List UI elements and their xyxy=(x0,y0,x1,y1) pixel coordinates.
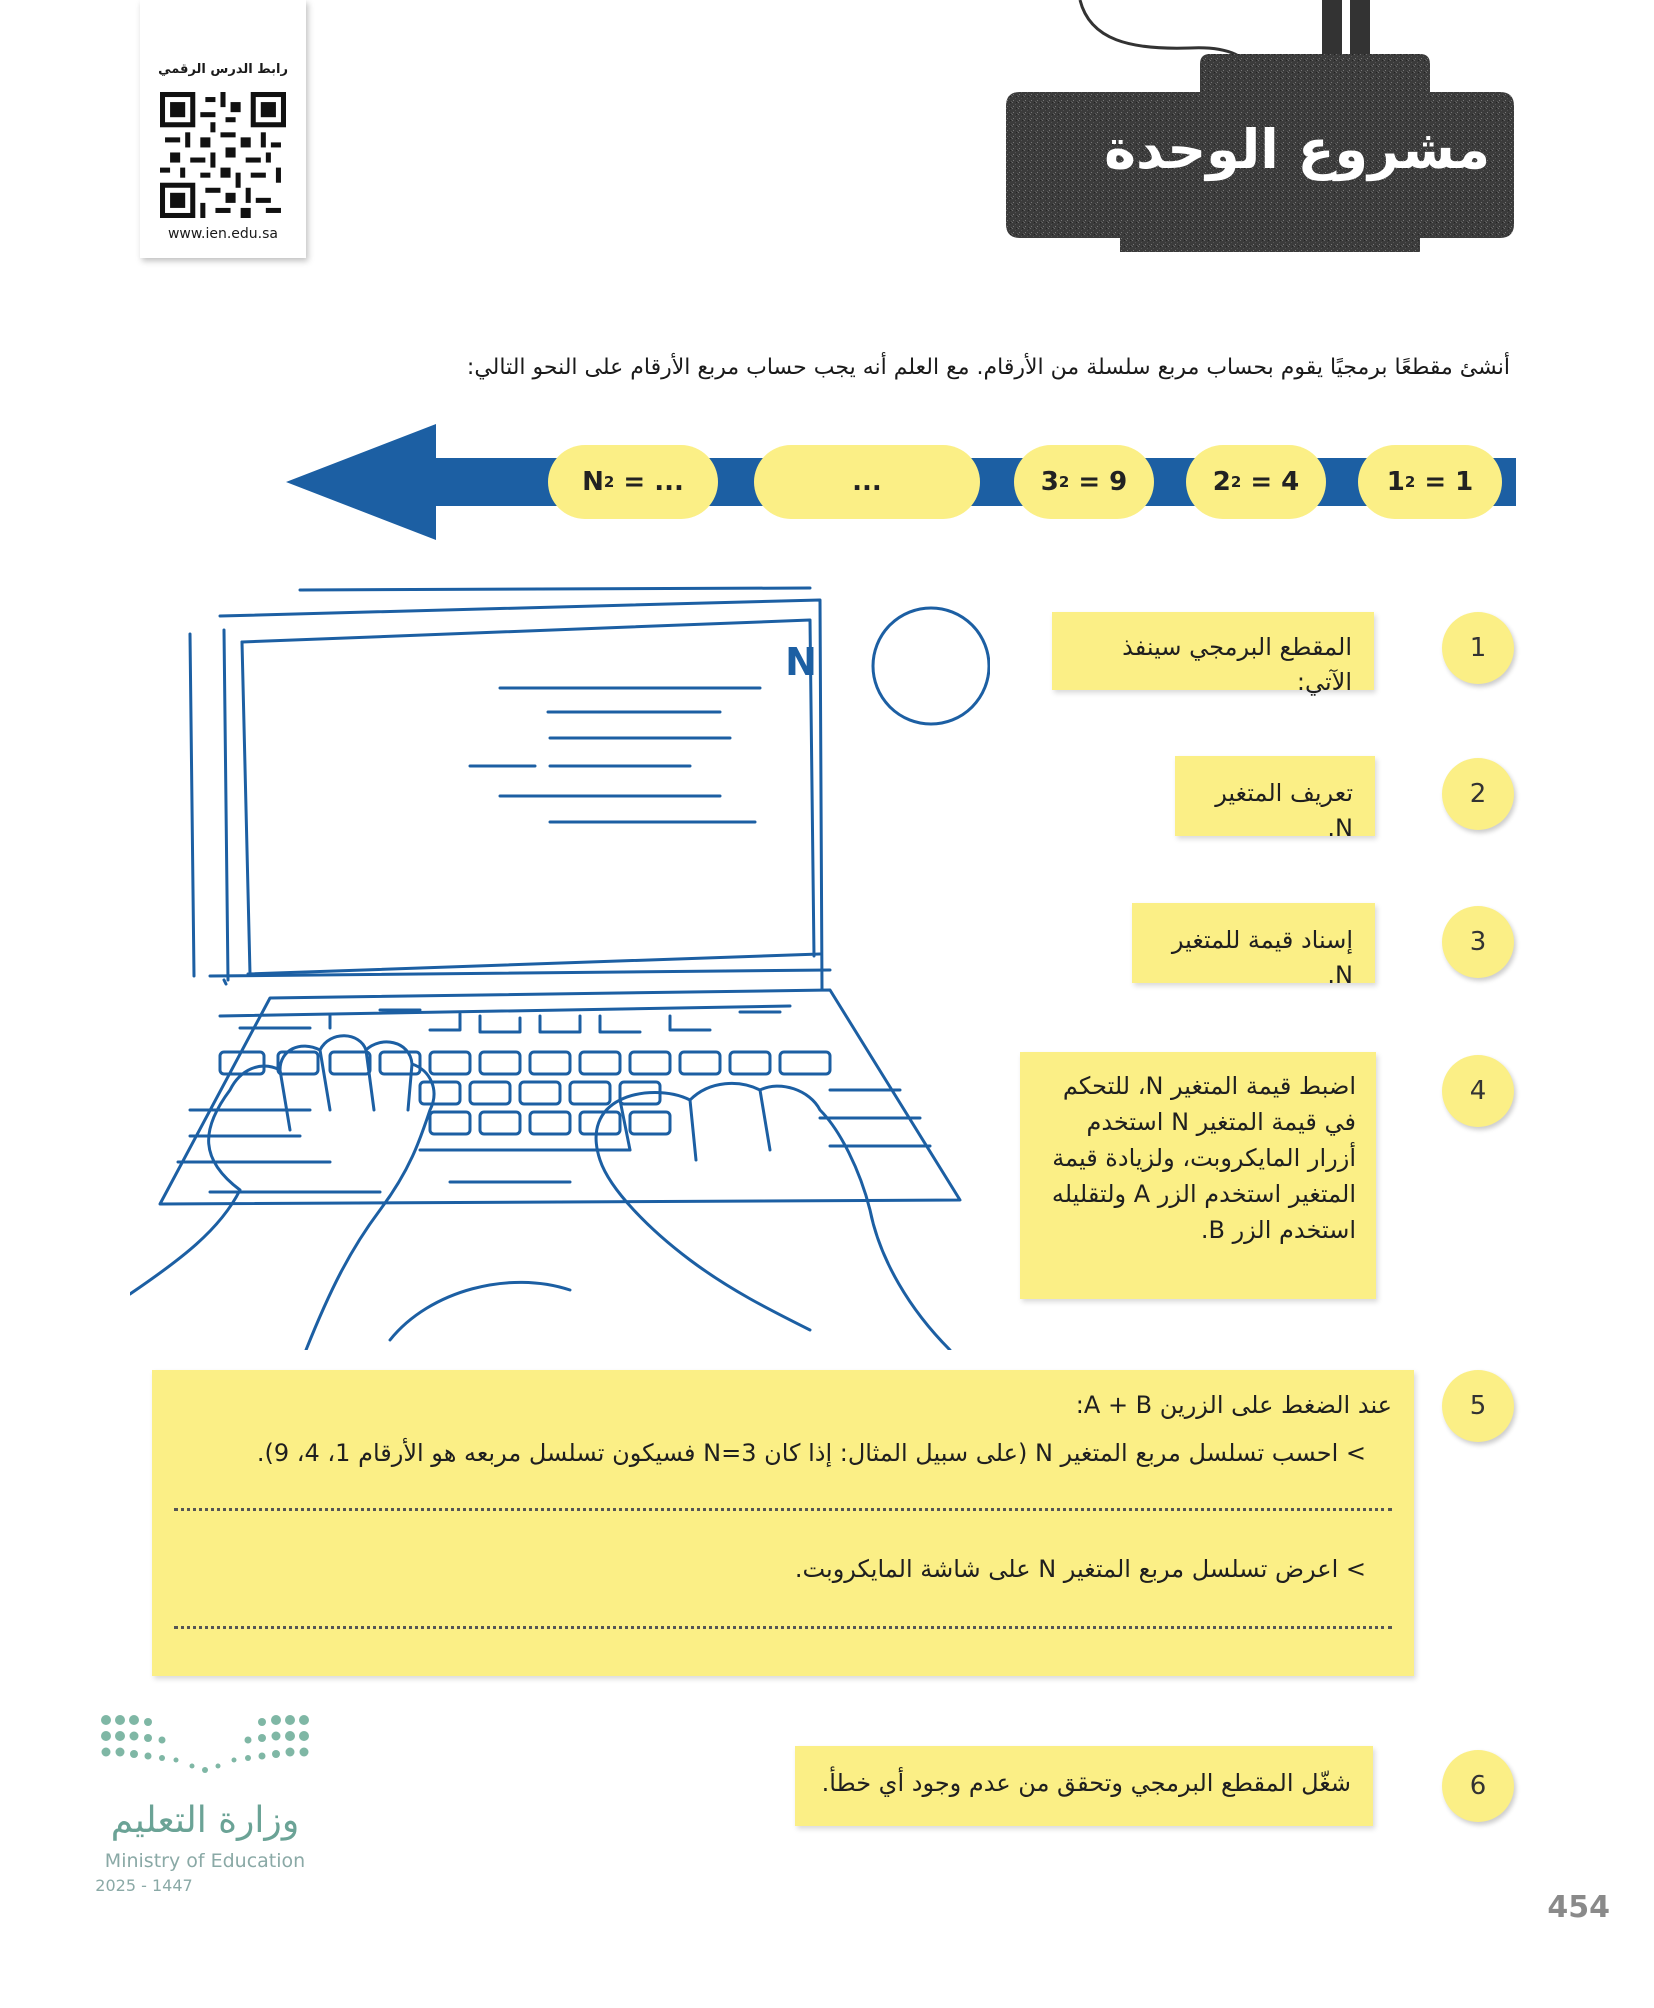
step-box xyxy=(1020,1052,1376,1299)
page-number: 454 xyxy=(1547,1890,1610,1925)
ministry-year: 2025 - 1447 xyxy=(95,1876,193,1895)
sequence-exponent: 2 xyxy=(603,473,615,491)
step-number: 6 xyxy=(1442,1750,1514,1822)
step-text: اضبط قيمة المتغير N، للتحكم في قيمة المتغير N استخدم أزرار المايكروبت، ولزيادة قيمة المتغير استخدم الزر A ولتقليله استخدم الزر B. xyxy=(1051,1072,1356,1244)
sequence-item xyxy=(548,445,718,519)
qr-url[interactable]: www.ien.edu.sa xyxy=(167,226,279,242)
step-box xyxy=(795,1746,1373,1826)
ministry-name-en: Ministry of Education xyxy=(104,1850,306,1872)
sequence-base: N xyxy=(582,467,604,497)
step-number: 4 xyxy=(1442,1055,1514,1127)
sequence-result: = 1 xyxy=(1424,467,1474,497)
qr-code-icon[interactable] xyxy=(160,92,286,218)
step-text: تعريف المتغير N. xyxy=(1215,779,1353,842)
sequence-item xyxy=(1358,445,1502,519)
step-box xyxy=(1175,756,1375,842)
sequence-base: 2 xyxy=(1212,467,1231,497)
step-bullet: > اعرض تسلسل مربع المتغير N على شاشة المايكروبت. xyxy=(794,1555,1366,1583)
step-box xyxy=(1052,612,1374,696)
page-title: مشروع الوحدة xyxy=(1104,118,1490,181)
sequence-base: 1 xyxy=(1386,467,1405,497)
sequence-result: = ... xyxy=(623,467,684,497)
step-number: 2 xyxy=(1442,758,1514,830)
intro-text: أنشئ مقطعًا برمجيًا يقوم بحساب مربع سلسلة من الأرقام. مع العلم أنه يجب حساب مربع الأرقام على النحو التالي: xyxy=(466,355,1510,380)
sequence-result: = 4 xyxy=(1250,467,1300,497)
step-number: 5 xyxy=(1442,1370,1514,1442)
sequence-result: = 9 xyxy=(1078,467,1128,497)
step-number: 1 xyxy=(1442,612,1514,684)
sequence-exponent: 2 xyxy=(1058,473,1070,491)
ministry-name-ar: وزارة التعليم xyxy=(110,1800,300,1841)
sequence-item xyxy=(1014,445,1154,519)
step-bullet: > احسب تسلسل مربع المتغير N (على سبيل المثال: إذا كان N=3 فسيكون تسلسل مربعه هو الأرقام 1، 4، 9). xyxy=(256,1439,1366,1467)
sequence-item xyxy=(1186,445,1326,519)
sequence-exponent: 2 xyxy=(1404,473,1416,491)
variable-badge: N xyxy=(785,640,817,684)
step-box xyxy=(1132,903,1375,989)
qr-label: رابط الدرس الرقمي xyxy=(158,62,288,77)
step-box xyxy=(152,1370,1414,1676)
step-number: 3 xyxy=(1442,906,1514,978)
step-text: إسناد قيمة للمتغير N. xyxy=(1171,926,1353,989)
answer-line[interactable] xyxy=(174,1626,1392,1629)
sequence-exponent: 2 xyxy=(1230,473,1242,491)
ministry-logo-icon xyxy=(100,1712,310,1782)
sequence-base: 3 xyxy=(1040,467,1059,497)
step-text: المقطع البرمجي سينفذ الآتي: xyxy=(1122,633,1352,696)
laptop-typing-illustration xyxy=(130,570,990,1350)
sequence-result: ... xyxy=(852,467,882,497)
step-text: شغّل المقطع البرمجي وتحقق من عدم وجود أي خطأ. xyxy=(821,1769,1351,1797)
qr-card[interactable] xyxy=(140,0,306,258)
answer-line[interactable] xyxy=(174,1508,1392,1511)
step-text: عند الضغط على الزرين A + B: xyxy=(1075,1391,1392,1419)
sequence-item xyxy=(754,445,980,519)
